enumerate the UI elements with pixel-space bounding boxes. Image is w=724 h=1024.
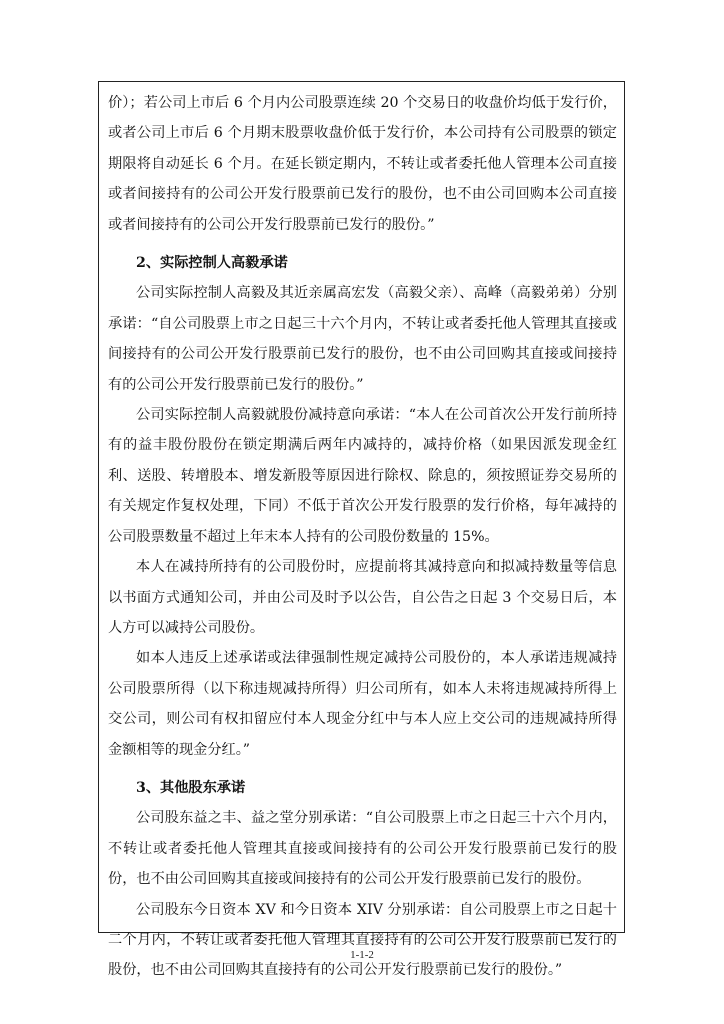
paragraph: 公司股东今日资本 XV 和今日资本 XIV 分别承诺：自公司股票上市之日起十二个月内，不转让或者委托他人管理其直接持有的公司公开发行股票前已发行的股份，也不由公司回购其直接持有的公司公开发行股票前已发行的股份。” bbox=[108, 901, 617, 979]
paragraph: 公司股东益之丰、益之堂分别承诺：“自公司股票上市之日起三十六个月内，不转让或者委托他人管理其直接或间接持有的公司公开发行股票前已发行的股份，也不由公司回购其直接或间接持有的公司公开发行股票前已发行的股份。 bbox=[108, 810, 617, 888]
paragraph-continuation: 价）；若公司上市后 6 个月内公司股票连续 20 个交易日的收盘价均低于发行价，或者公司上市后 6 个月期末股票收盘价低于发行价，本公司持有公司股票的锁定期限将自动延长 6 个月。在延长锁定期内，不转让或者委托他人管理本公司直接或者间接持有的公司公开发行股票前已发行的股份，也不由公司回购本公司直接或者间接持有的公司公开发行股票前已发行的股份。” bbox=[108, 95, 617, 233]
paragraph: 公司实际控制人高毅及其近亲属高宏发（高毅父亲）、高峰（高毅弟弟）分别承诺：“自公司股票上市之日起三十六个月内，不转让或者委托他人管理其直接或间接持有的公司公开发行股票前已发行的股份，也不由公司回购其直接或间接持有的公司公开发行股票前已发行的股份。” bbox=[108, 285, 617, 393]
paragraph: 公司实际控制人高毅就股份减持意向承诺：“本人在公司首次公开发行前所持有的益丰股份股份在锁定期满后两年内减持的，减持价格（如果因派发现金红利、送股、转增股本、增发新股等原因进行除权、除息的，须按照证券交易所的有关规定作复权处理，下同）不低于首次公开发行股票的发行价格，每年减持的公司股票数量不超过上年末本人持有的公司股份数量的 15%。 bbox=[108, 407, 617, 545]
section-heading-controller: 2、实际控制人高毅承诺 bbox=[136, 255, 288, 272]
section-heading-other-shareholders: 3、其他股东承诺 bbox=[136, 779, 246, 796]
document-body bbox=[108, 88, 617, 986]
paragraph: 如本人违反上述承诺或法律强制性规定减持公司股份的，本人承诺违规减持公司股票所得（以下称违规减持所得）归公司所有，如本人未将违规减持所得上交公司，则公司有权扣留应付本人现金分红中与本人应上交公司的违规减持所得金额相等的现金分红。” bbox=[108, 650, 617, 758]
page-number: 1-1-2 bbox=[350, 949, 374, 961]
paragraph: 本人在减持所持有的公司股份时，应提前将其减持意向和拟减持数量等信息以书面方式通知公司，并由公司及时予以公告，自公告之日起 3 个交易日后，本人方可以减持公司股份。 bbox=[108, 559, 617, 636]
